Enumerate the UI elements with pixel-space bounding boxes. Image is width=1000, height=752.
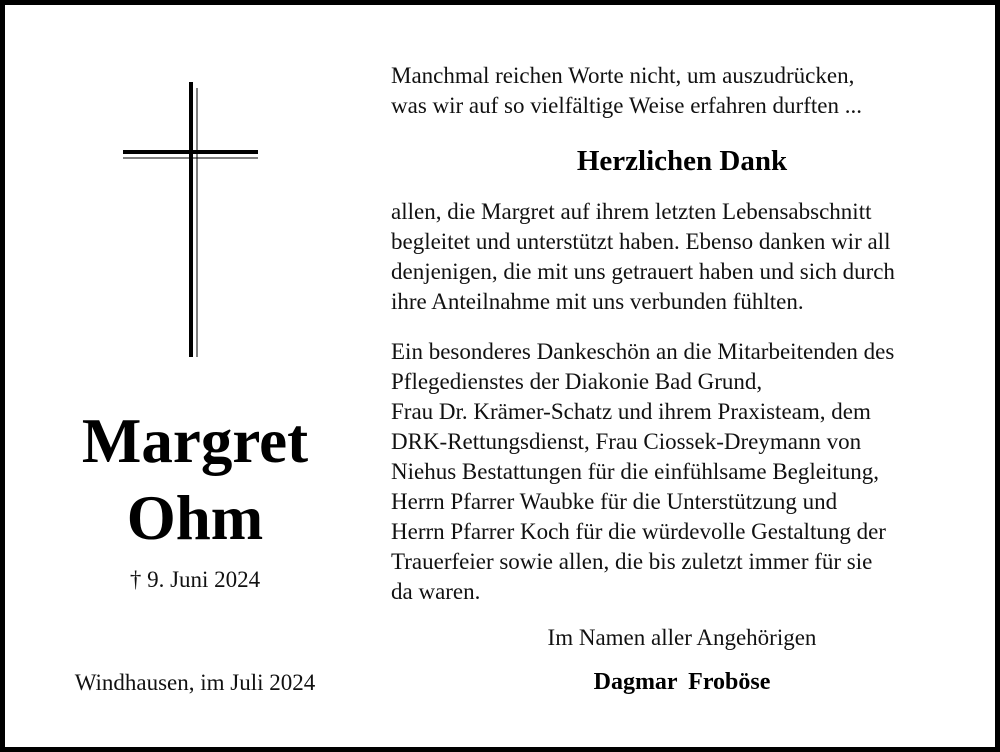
last-name: Ohm <box>126 483 264 553</box>
first-name: Margret <box>81 406 309 476</box>
death-date: 9. Juni 2024 <box>147 567 261 592</box>
signer-name: Dagmar Froböse <box>593 669 771 695</box>
special-thanks-paragraph: Ein besonderes Dankeschön an die Mitarbeitenden des Pflegedienstes der Diakonie Bad Grund, Frau Dr. Krämer-Schatz und ihrem Praxisteam, dem DRK-Rettungsdienst, Frau Ciossek-Dreymann von Niehus Bestattungen für die einfühlsame Begleitung, Herrn Pfarrer Waubke für die Unterstützung und Herrn Pfarrer Koch für die würdevolle Gestaltung der Trauerfeier sowie allen, die bis zuletzt immer für sie da waren. <box>391 339 895 604</box>
heading: Herzlichen Dank <box>576 145 788 177</box>
place-date: Windhausen, im Juli 2024 <box>74 670 316 695</box>
signature-line: Im Namen aller Angehörigen <box>547 625 817 650</box>
death-line <box>45 565 345 595</box>
dagger-icon: † <box>129 567 142 592</box>
thanks-paragraph: allen, die Margret auf ihrem letzten Lebensabschnitt begleitet und unterstützt haben. Ebenso danken wir all denjenigen, die mit uns getrauert haben und sich durch ihre Anteilnahme mit uns verbunden fühlten. <box>391 199 895 314</box>
intro-text: Manchmal reichen Worte nicht, um auszudrücken, was wir auf so vielfältige Weise erfahren durften ... <box>391 63 862 118</box>
cross-icon <box>5 5 305 375</box>
